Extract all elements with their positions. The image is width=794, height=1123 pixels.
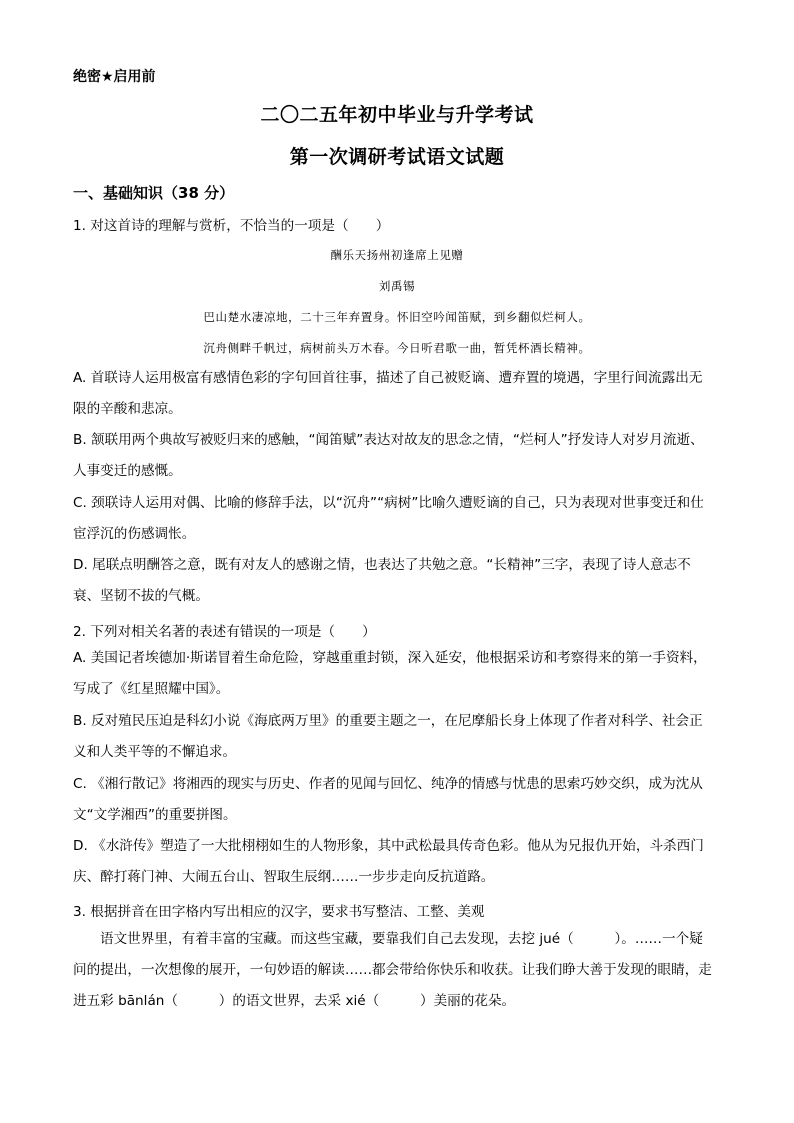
question-3-passage: 语文世界里，有着丰富的宝藏。而这些宝藏，要靠我们自己去发现，去挖 jué（ ）。……一个疑问的提出，一次想像的展开，一句妙语的解读……都会带给你快乐和收获。让我们睁大善于发现的眼睛，走进五彩 bānlán（ ）的语文世界，去采 xié（ ）美丽的花朵。 xyxy=(73,931,712,1009)
question-1-stem: 1. 对这首诗的理解与赏析，不恰当的一项是（ ） xyxy=(73,218,390,234)
question-1-option-a: A. 首联诗人运用极富有感情色彩的字句回首往事，描述了自己被贬谪、遭弃置的境遇，字里行间流露出无限的辛酸和悲凉。 xyxy=(73,370,703,417)
question-2-option-b: B. 反对殖民压迫是科幻小说《海底两万里》的重要主题之一，在尼摩船长身上体现了作者对科学、社会正义和人类平等的不懈追求。 xyxy=(73,713,703,760)
question-2-option-a: A. 美国记者埃德加·斯诺冒着生命危险，穿越重重封锁，深入延安，他根据采访和考察得来的第一手资料，写成了《红星照耀中国》。 xyxy=(73,650,707,697)
question-1-option-d: D. 尾联点明酬答之意，既有对友人的感谢之情，也表达了共勉之意。“长精神”三字，表现了诗人意志不衰、坚韧不拔的气概。 xyxy=(73,557,691,604)
question-2-option-d: D. 《水浒传》塑造了一大批栩栩如生的人物形象，其中武松最具传奇色彩。他从为兄报仇开始，斗杀西门庆、醉打蒋门神、大闹五台山、智取生辰纲……一步步走向反抗道路。 xyxy=(73,838,704,885)
poem-line: 沉舟侧畔千帆过，病树前头万木春。今日听君歌一曲，暂凭杯酒长精神。 xyxy=(203,341,591,355)
question-1-option-c: C. 颈联诗人运用对偶、比喻的修辞手法，以“沉舟”“病树”比喻久遭贬谪的自己，只为表现对世事变迁和仕宦浮沉的伤感调怅。 xyxy=(73,495,704,542)
question-1-option-b: B. 颔联用两个典故写被贬归来的感触，“闻笛赋”表达对故友的思念之情，“烂柯人”抒发诗人对岁月流逝、人事变迁的感慨。 xyxy=(73,432,704,479)
poem-line: 巴山楚水凄凉地，二十三年弃置身。怀旧空吟闻笛赋，到乡翻似烂柯人。 xyxy=(203,310,591,324)
confidential-label: 绝密★启用前 xyxy=(73,69,156,85)
question-2-option-c: C. 《湘行散记》将湘西的现实与历史、作者的见闻与回忆、纯净的情感与忧患的思索巧妙交织，成为沈从文“文学湘西”的重要拼图。 xyxy=(73,776,703,823)
section-heading: 一、基础知识（38 分） xyxy=(73,184,235,202)
question-3-stem: 3. 根据拼音在田字格内写出相应的汉字，要求书写整洁、工整、美观 xyxy=(73,904,485,920)
exam-title: 二〇二五年初中毕业与升学考试 xyxy=(260,104,534,126)
poem-author: 刘禹锡 xyxy=(378,279,416,293)
question-2-stem: 2. 下列对相关名著的表述有错误的一项是（ ） xyxy=(73,624,376,640)
exam-subtitle: 第一次调研考试语文试题 xyxy=(289,146,505,168)
poem-title: 酬乐天扬州初逢席上见赠 xyxy=(330,248,464,262)
